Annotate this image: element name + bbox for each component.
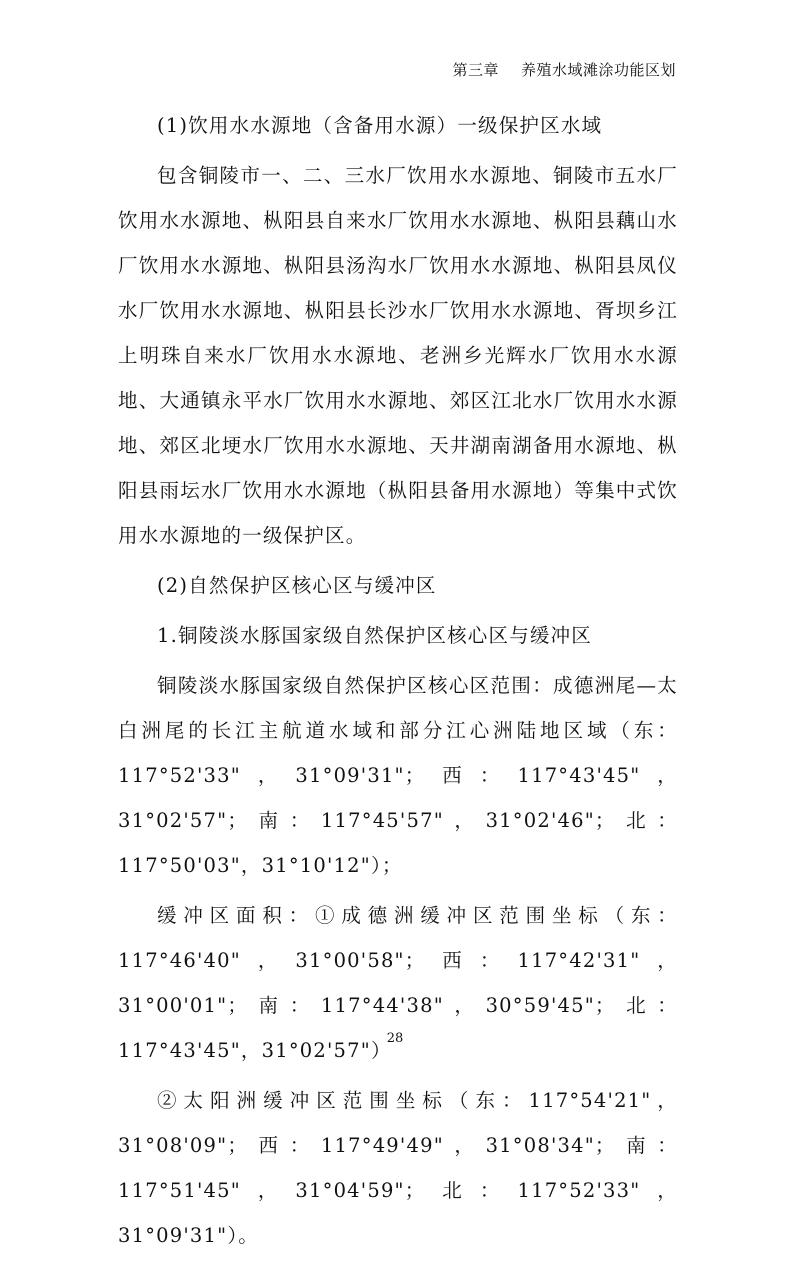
paragraph-water-sources: 包含铜陵市一、二、三水厂饮用水水源地、铜陵市五水厂饮用水水源地、枞阳县自来水厂饮用水水源地、枞阳县藕山水厂饮用水水源地、枞阳县汤沟水厂饮用水水源地、枞阳县凤仪水厂饮用水水源地、枞阳县长沙水厂饮用水水源地、胥坝乡江上明珠自来水厂饮用水水源地、老洲乡光辉水厂饮用水水源地、大通镇永平水厂饮用水水源地、郊区江北水厂饮用水水源地、郊区北埂水厂饮用水水源地、天井湖南湖备用水源地、枞阳县雨坛水厂饮用水水源地（枞阳县备用水源地）等集中式饮用水水源地的一级保护区。	[118, 164, 678, 547]
paragraph-buffer-zone-chengde: 缓冲区面积：①成德洲缓冲区范围坐标（东：117°46'40"，31°00'58"；西：117°42'31"，31°00'01"；南：117°44'38"，30°59'45"；北：117°43'45"，31°02'57"）	[118, 904, 678, 1062]
heading-drinking-water-protection: (1)饮用水水源地（含备用水源）一级保护区水域	[157, 114, 603, 137]
page-number: 28	[386, 1031, 404, 1046]
running-header	[452, 59, 676, 80]
body-text	[118, 98, 678, 1263]
paragraph-buffer-zone-taiyang: ②太阳洲缓冲区范围坐标（东：117°54'21"，31°08'09"；西：117°49'49"，31°08'34"；南：117°51'45"，31°04'59"；北：117°52'33"，31°09'31"）。	[118, 1089, 678, 1247]
paragraph-core-zone: 铜陵淡水豚国家级自然保护区核心区范围：成德洲尾—太白洲尾的长江主航道水域和部分江心洲陆地区域（东：117°52'33"，31°09'31"；西：117°43'45"，31°02'57"；南：117°45'57"，31°02'46"；北：117°50'03"，31°10'12"）；	[118, 674, 678, 877]
section-title: 养殖水域滩涂功能区划	[520, 61, 676, 79]
chapter-label: 第三章	[452, 61, 499, 79]
heading-nature-reserve: (2)自然保护区核心区与缓冲区	[157, 574, 437, 597]
heading-tongling-dolphin-reserve: 1.铜陵淡水豚国家级自然保护区核心区与缓冲区	[157, 624, 593, 647]
